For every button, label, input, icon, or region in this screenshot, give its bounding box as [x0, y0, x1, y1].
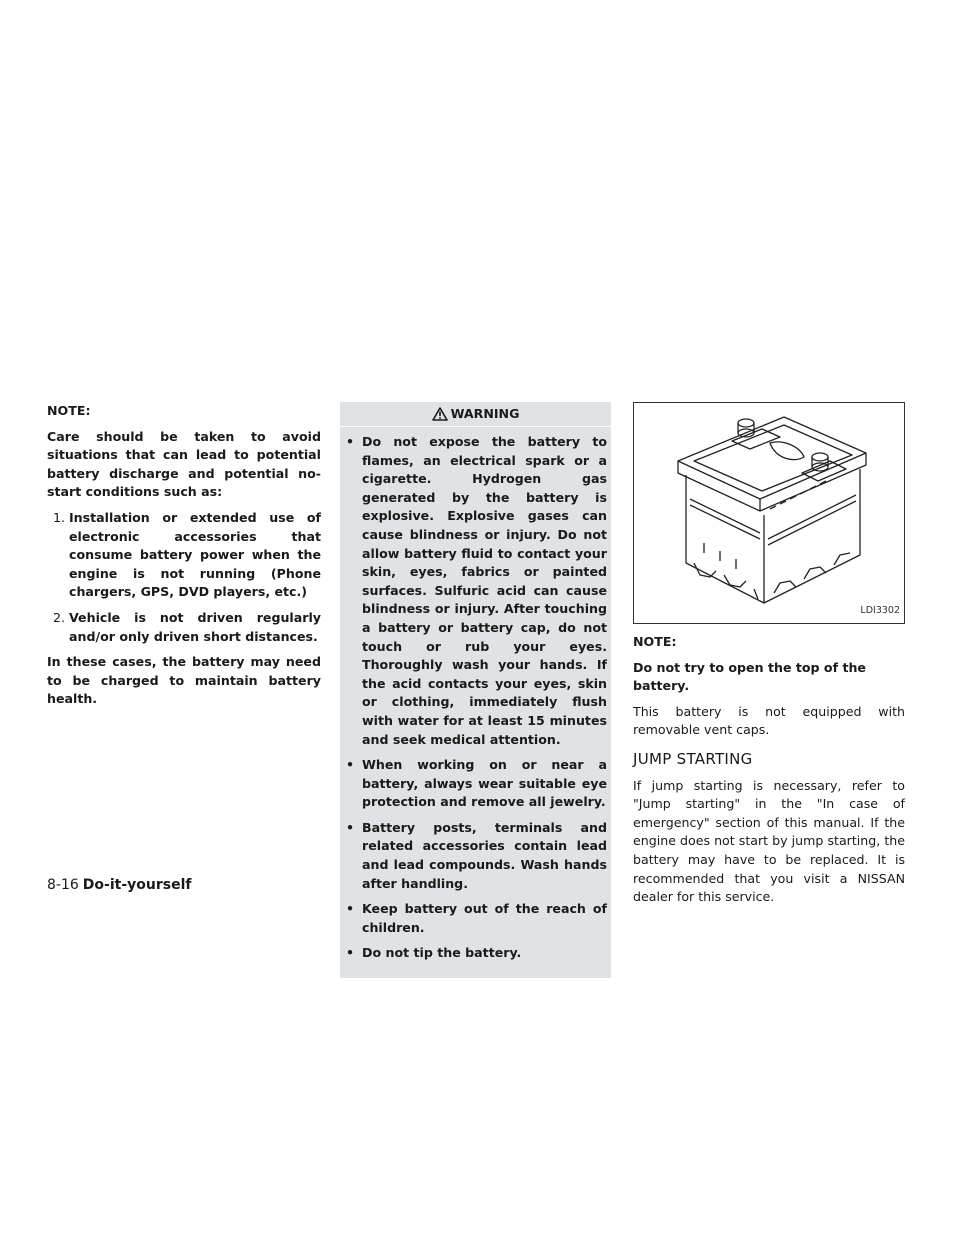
section-heading: JUMP STARTING [633, 749, 753, 768]
bullet: • [346, 757, 355, 773]
warning-item [344, 944, 607, 963]
page-footer [47, 877, 191, 893]
warning-box [340, 402, 611, 978]
warning-list [340, 427, 611, 963]
warning-item-text: Keep battery out of the reach of children. [362, 901, 607, 935]
bullet: • [346, 945, 355, 961]
warning-item [344, 900, 607, 937]
warning-item [344, 819, 607, 893]
jump-starting-text: If jump starting is necessary, refer to "Jump starting" in the "In case of emergency" section of this manual. If the engine does not start by jump starting, the battery may have to be replaced. It is recommended that you visit a NISSAN dealer for this service. [633, 777, 905, 905]
note-label: NOTE: [47, 403, 91, 418]
discharge-conditions-list [47, 509, 321, 646]
warning-item-text: Battery posts, terminals and related accessories contain lead and lead compounds. Wash hands after handling. [362, 819, 607, 891]
page-number: 8-16 [47, 877, 79, 893]
list-number: 1. [52, 509, 65, 525]
warning-title: WARNING [450, 405, 520, 421]
warning-item [344, 433, 607, 749]
warning-triangle-icon [432, 407, 448, 421]
note-intro: Care should be taken to avoid situations that can lead to potential battery discharge and potential no-start conditions such as: [47, 428, 321, 500]
bullet: • [346, 901, 355, 917]
list-item [47, 509, 321, 602]
middle-column [340, 402, 611, 978]
note-label: NOTE: [633, 634, 677, 649]
list-item-text: Installation or extended use of electronic accessories that consume battery power when the engine is not running (Phone chargers, GPS, DVD players, etc.) [69, 509, 321, 600]
note-conclusion: In these cases, the battery may need to be charged to maintain battery health. [47, 654, 321, 707]
section-title: Do-it-yourself [82, 877, 192, 893]
warning-item-text: Do not tip the battery. [362, 945, 522, 961]
note-text: This battery is not equipped with removable vent caps. [633, 703, 905, 738]
warning-item-text: Do not expose the battery to flames, an electrical spark or a cigarette. Hydrogen gas generated by the battery is explosive. Explosive gases can cause blindness or injury. Do not allow battery fluid to contact your skin, eyes, fabrics or painted surfaces. Sulfuric acid can cause blindness or injury. After touching a battery or battery cap, do not touch or rub your eyes. Thoroughly wash your hands. If the acid contacts your eyes, skin or clothing, immediately flush with water for at least 15 minutes and seek medical attention. [362, 434, 607, 747]
bullet: • [346, 434, 355, 449]
right-column [633, 402, 905, 914]
warning-item-text: When working on or near a battery, always wear suitable eye protection and remove all jewelry. [362, 757, 607, 810]
note-bold-text: Do not try to open the top of the battery. [633, 659, 866, 694]
battery-drawing [634, 403, 904, 623]
list-item-text: Vehicle is not driven regularly and/or only driven short distances. [69, 609, 321, 644]
left-column [47, 402, 321, 716]
figure-code: LDI3302 [860, 605, 900, 617]
list-number: 2. [52, 609, 65, 625]
list-item [47, 609, 321, 646]
warning-item [344, 756, 607, 812]
bullet: • [346, 819, 355, 835]
warning-header [340, 402, 611, 427]
battery-illustration [633, 402, 905, 624]
